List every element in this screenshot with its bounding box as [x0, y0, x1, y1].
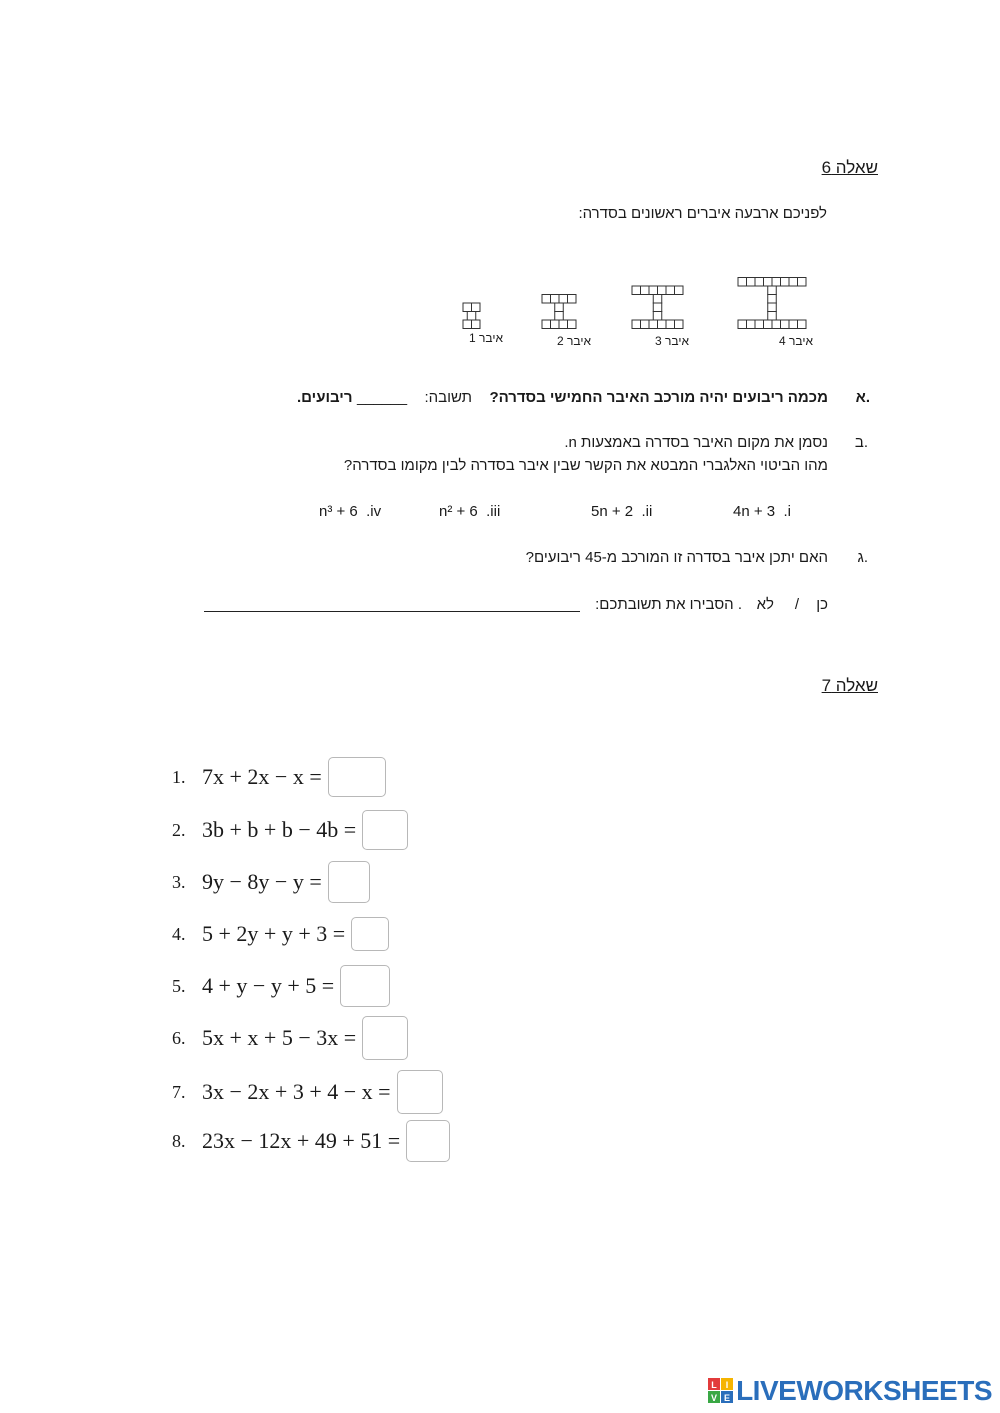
part-c-yes[interactable]: כן: [816, 596, 828, 613]
square-cell: [666, 286, 675, 295]
exercise-number: 1.: [172, 766, 186, 787]
square-cell: [781, 278, 790, 287]
square-cell: [632, 286, 641, 295]
square-cell: [472, 320, 481, 329]
square-cell: [568, 320, 577, 329]
option-i-expr: 4n + 3: [733, 503, 776, 520]
question-6-title: שאלה 6: [821, 158, 878, 177]
square-cell: [772, 278, 781, 287]
exercise-row: [172, 964, 390, 1008]
part-b-line-2: מהו הביטוי האלגברי המבטא את הקשר שבין איבר בסדרה לבין מקומו בסדרה?: [343, 457, 828, 474]
square-cell: [747, 278, 756, 287]
square-cell: [789, 320, 798, 329]
square-cell: [542, 295, 551, 304]
square-cell: [738, 278, 747, 287]
square-cell: [472, 303, 481, 312]
part-c-no[interactable]: לא: [756, 596, 774, 613]
square-cell: [653, 295, 662, 304]
part-b-letter: ב.: [854, 434, 868, 451]
option-i-label: .i: [783, 503, 791, 520]
figure-label-2: איבר 2: [557, 334, 592, 348]
option-ii[interactable]: [591, 503, 652, 520]
square-cell: [666, 320, 675, 329]
square-cell: [463, 303, 472, 312]
square-cell: [658, 320, 667, 329]
exercise-expression: 23x − 12x + 49 + 51 =: [202, 1128, 401, 1153]
square-cell: [559, 320, 568, 329]
square-cell: [649, 286, 658, 295]
square-cell: [658, 286, 667, 295]
exercise-row: [172, 1016, 408, 1060]
exercise-number: 7.: [172, 1081, 186, 1102]
liveworksheets-logo: [708, 1375, 992, 1407]
square-cell: [551, 295, 560, 304]
square-cell: [798, 278, 807, 287]
part-c-explain-label: . הסבירו את תשובתכם:: [595, 596, 742, 613]
square-cell: [649, 320, 658, 329]
square-cell: [781, 320, 790, 329]
square-cell: [764, 278, 773, 287]
exercise-expression: 9y − 8y − y =: [202, 869, 322, 894]
answer-box[interactable]: [340, 965, 390, 1007]
square-cell: [463, 320, 472, 329]
option-iv-expr: n³ + 6: [319, 503, 358, 520]
option-ii-expr: 5n + 2: [591, 503, 634, 520]
square-cell: [755, 320, 764, 329]
sequence-figure-4: [738, 278, 806, 329]
exercise-number: 5.: [172, 975, 186, 996]
square-cell: [641, 320, 650, 329]
exercise-expression: 5 + 2y + y + 3 =: [202, 921, 346, 946]
answer-box[interactable]: [328, 861, 370, 903]
sequence-figure-3: [632, 286, 683, 329]
logo-mark-icon: [708, 1378, 734, 1404]
square-cell: [747, 320, 756, 329]
part-c-letter: ג.: [857, 549, 868, 566]
part-c-separator: /: [794, 596, 799, 613]
part-c-explain-line[interactable]: [204, 611, 580, 612]
square-cell: [798, 320, 807, 329]
square-cell: [675, 320, 684, 329]
part-a-answer-blank[interactable]: ______: [357, 389, 408, 406]
square-cell: [641, 286, 650, 295]
square-cell: [768, 312, 777, 321]
option-iii-expr: n² + 6: [439, 503, 478, 520]
q6-intro: לפניכם ארבעה איברים ראשונים בסדרה:: [578, 205, 827, 222]
answer-box[interactable]: [328, 757, 386, 797]
brand-name: LIVEWORKSHEETS: [736, 1375, 992, 1406]
square-cell: [789, 278, 798, 287]
answer-box[interactable]: [362, 1016, 408, 1060]
exercise-expression: 7x + 2x − x =: [202, 764, 322, 789]
part-a-answer-label: תשובה:: [424, 389, 472, 406]
answer-box[interactable]: [397, 1070, 443, 1114]
sequence-figure-2: [542, 295, 576, 329]
square-cell: [764, 320, 773, 329]
exercise-row: [172, 808, 408, 852]
answer-box[interactable]: [406, 1120, 450, 1162]
option-iii-label: .iii: [486, 503, 501, 520]
logo-letter: I: [725, 1380, 729, 1390]
exercise-number: 6.: [172, 1027, 186, 1048]
square-cell: [653, 303, 662, 312]
square-cell: [768, 303, 777, 312]
square-cell: [675, 286, 684, 295]
option-iii[interactable]: [439, 503, 500, 520]
square-cell: [551, 320, 560, 329]
exercise-number: 4.: [172, 923, 186, 944]
question-7-title: שאלה 7: [821, 676, 878, 695]
square-cell: [559, 295, 568, 304]
part-b-line-1: נסמן את מקום האיבר בסדרה באמצעות n.: [564, 434, 828, 451]
square-cell: [568, 295, 577, 304]
sequence-figure-1: [463, 303, 480, 329]
square-cell: [632, 320, 641, 329]
part-a-unit: ריבועים.: [297, 389, 353, 406]
exercise-expression: 3b + b + b − 4b =: [202, 817, 357, 842]
figure-label-4: איבר 4: [779, 334, 814, 348]
figure-label-3: איבר 3: [655, 334, 690, 348]
square-cell: [467, 312, 476, 321]
square-cell: [555, 303, 564, 312]
logo-letter: V: [711, 1393, 718, 1403]
figure-label-1: איבר 1: [469, 331, 504, 345]
exercise-row: [172, 912, 389, 956]
logo-letter: E: [724, 1393, 731, 1403]
option-i[interactable]: [733, 503, 791, 520]
exercise-expression: 4 + y − y + 5 =: [202, 973, 335, 998]
part-a-text: מכמה ריבועים יהיה מורכב האיבר החמישי בסדרה?: [489, 389, 828, 406]
exercise-expression: 5x + x + 5 − 3x =: [202, 1025, 357, 1050]
exercise-row: [172, 1070, 443, 1114]
square-cell: [555, 312, 564, 321]
square-cell: [755, 278, 764, 287]
exercise-number: 8.: [172, 1130, 186, 1151]
square-cell: [768, 286, 777, 295]
part-a-letter: א.: [855, 389, 870, 406]
answer-box[interactable]: [351, 917, 389, 951]
square-cell: [653, 312, 662, 321]
exercise-row: [172, 860, 370, 904]
part-c-text: האם יתכן איבר בסדרה זו המורכב מ-45 ריבועים?: [525, 549, 828, 566]
exercise-row: [172, 755, 386, 799]
square-cell: [542, 320, 551, 329]
logo-letter: L: [711, 1380, 717, 1390]
answer-box[interactable]: [362, 810, 408, 850]
exercise-row: [172, 1119, 450, 1163]
option-iv-label: .iv: [366, 503, 382, 520]
option-iv[interactable]: [319, 503, 381, 520]
exercise-number: 2.: [172, 819, 186, 840]
option-ii-label: .ii: [641, 503, 653, 520]
square-cell: [768, 295, 777, 304]
square-cell: [738, 320, 747, 329]
square-cell: [772, 320, 781, 329]
exercise-expression: 3x − 2x + 3 + 4 − x =: [202, 1079, 391, 1104]
exercise-number: 3.: [172, 871, 186, 892]
